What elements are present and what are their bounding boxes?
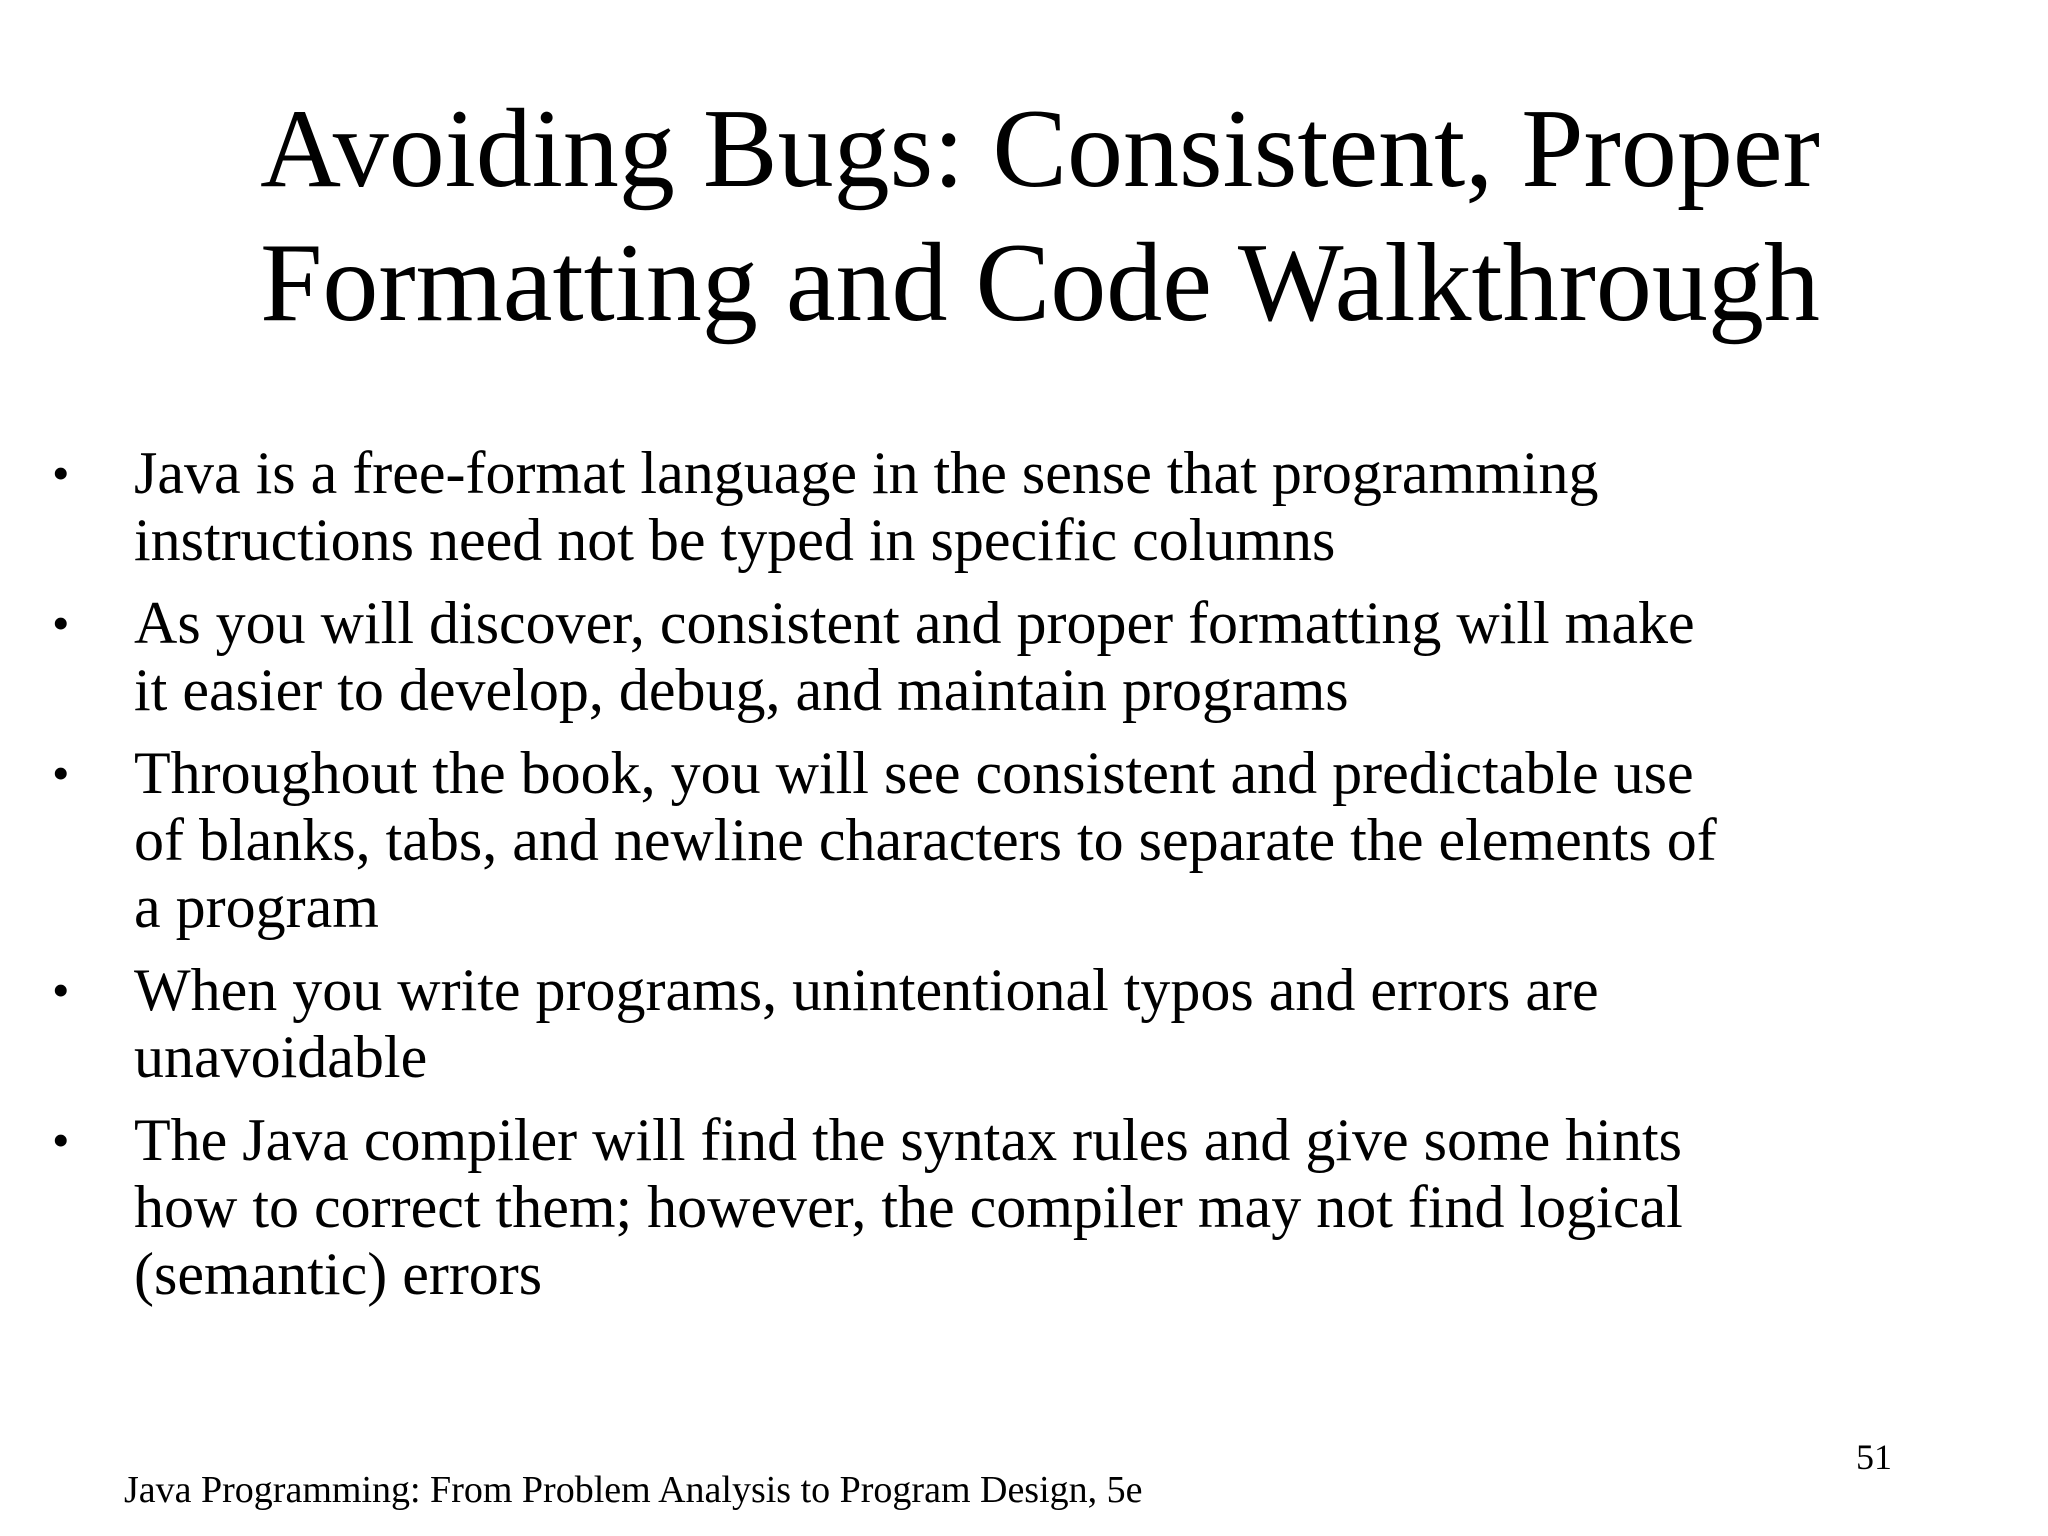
bullet-icon: • [52, 595, 70, 651]
footer-text: Java Programming: From Problem Analysis to Program Design, 5e [124, 1469, 1143, 1511]
bullet-text-line: instructions need not be typed in specific columns [134, 507, 1336, 573]
bullet-icon: • [52, 1112, 70, 1168]
bullet-text-line: Throughout the book, you will see consistent and predictable use [134, 740, 1694, 806]
slide-title-line: Formatting and Code Walkthrough [260, 221, 1820, 345]
bullet-item [52, 1107, 2002, 1308]
bullet-item [52, 957, 2002, 1091]
bullet-icon: • [52, 445, 70, 501]
bullet-item [52, 590, 2002, 724]
bullet-icon: • [52, 962, 70, 1018]
bullet-text-line: Java is a free-format language in the sense that programming [134, 440, 1599, 506]
bullet-icon: • [52, 745, 70, 801]
bullet-text-line: The Java compiler will find the syntax rules and give some hints [134, 1107, 1682, 1173]
bullet-item [52, 740, 2002, 941]
bullet-text-line: As you will discover, consistent and proper formatting will make [134, 590, 1695, 656]
bullet-list [52, 440, 2002, 1324]
bullet-text-line: unavoidable [134, 1024, 428, 1090]
bullet-text-line: of blanks, tabs, and newline characters to separate the elements of [134, 807, 1717, 873]
page-number: 51 [1856, 1437, 1892, 1477]
bullet-item [52, 440, 2002, 574]
bullet-text-line: (semantic) errors [134, 1241, 543, 1307]
bullet-text-line: When you write programs, unintentional typos and errors are [134, 957, 1599, 1023]
bullet-text-line: a program [134, 874, 379, 940]
bullet-text-line: it easier to develop, debug, and maintain programs [134, 657, 1349, 723]
bullet-text-line: how to correct them; however, the compiler may not find logical [134, 1174, 1683, 1240]
slide-title [120, 82, 1960, 350]
slide-title-line: Avoiding Bugs: Consistent, Proper [260, 87, 1820, 211]
